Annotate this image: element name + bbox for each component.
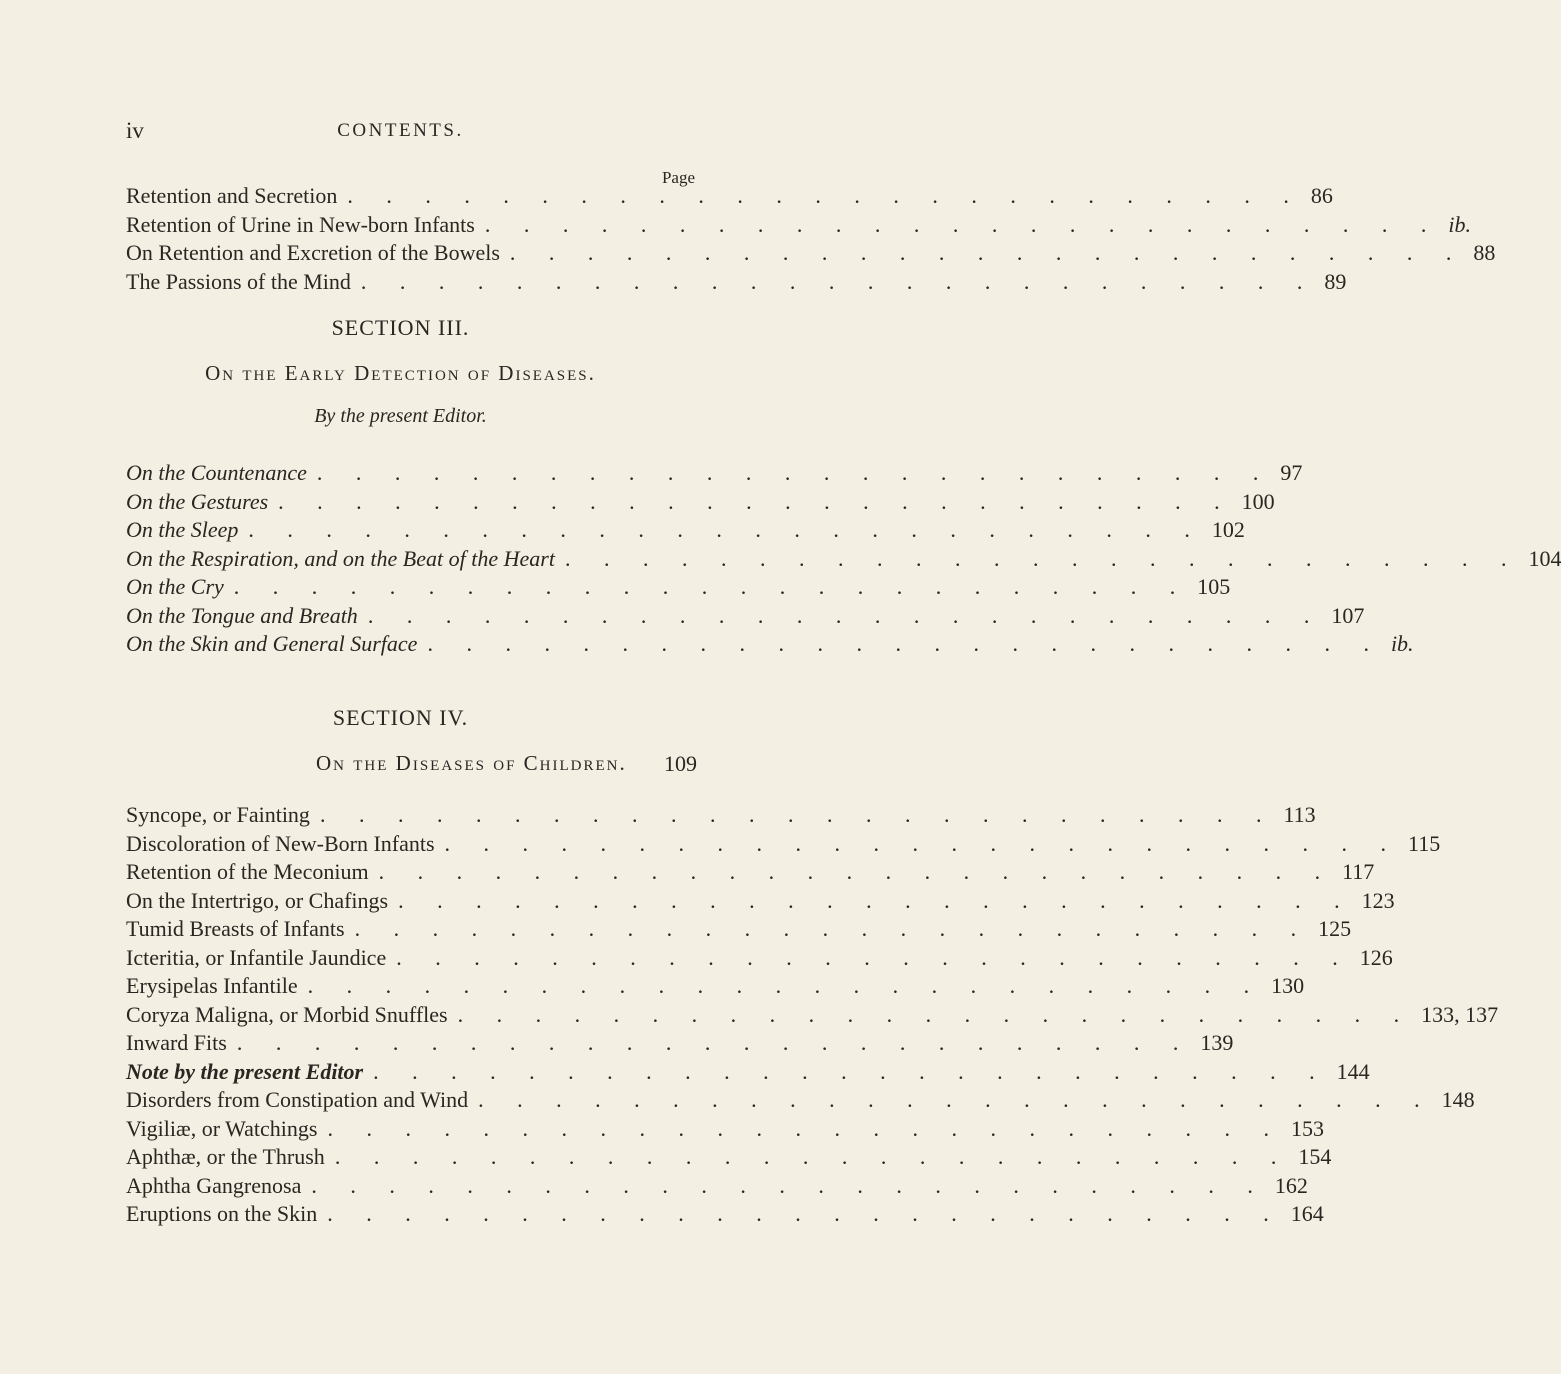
toc-entry [126,830,1441,860]
dot-leader: . . . . . . . . . . . . . . . . . . . . . . . . . [396,944,1352,970]
section-4-subheading: On the Diseases of Children. [316,751,627,775]
dot-leader: . . . . . . . . . . . . . . . . . . . . . . . . . [307,973,1264,998]
dot-leader: . . . . . . . . . . . . . . . . . . . . . . . . . [327,1201,1283,1226]
entry-title: Eruptions on the Skin [126,1201,318,1226]
entry-page: 89 [1324,268,1347,294]
entry-page: 115 [1408,830,1441,856]
dot-leader: . . . . . . . . . . . . . . . . . . . . . . . . . [311,1172,1267,1198]
dot-leader: . . . . . . . . . . . . . . . . . . . . . . . . . [347,183,1303,208]
entry-title: On the Skin and General Surface [126,631,418,656]
entry-page: 107 [1331,602,1365,628]
entry-title: On the Sleep [126,517,239,542]
toc-entry [126,1058,1370,1088]
entry-page: 153 [1290,1115,1324,1141]
toc-entry [126,545,1561,575]
toc-entry [126,1087,1475,1116]
entry-title: On the Respiration, and on the Beat of the Heart [126,545,555,571]
toc-entry [126,1030,1234,1059]
entry-page: ib. [1448,211,1471,237]
dot-leader: . . . . . . . . . . . . . . . . . . . . . . . . . [378,859,1335,884]
toc-entry [126,887,1395,917]
entry-page: 104 [1528,545,1561,571]
entry-page: 102 [1211,517,1245,542]
dot-leader: . . . . . . . . . . . . . . . . . . . . . . . . . [427,631,1383,656]
entry-title: Aphthæ, or the Thrush [126,1144,325,1169]
toc-entry [126,460,1303,489]
dot-leader: . . . . . . . . . . . . . . . . . . . . . . . . . [278,488,1234,514]
entry-page: 105 [1197,574,1231,599]
entry-title: On the Tongue and Breath [126,602,358,628]
entry-title: Icteritia, or Infantile Jaundice [126,944,387,970]
dot-leader: . . . . . . . . . . . . . . . . . . . . . . . . . [233,574,1190,599]
entry-page: 130 [1271,973,1305,998]
section-3-entries [126,460,1561,660]
entry-title: On the Cry [126,574,224,599]
entry-title: Retention of Urine in New-born Infants [126,211,475,237]
dot-leader: . . . . . . . . . . . . . . . . . . . . . . . . . [484,211,1441,237]
entry-page: 97 [1280,460,1303,485]
dot-leader: . . . . . . . . . . . . . . . . . . . . . . . . . [316,460,1273,485]
entry-page: 148 [1441,1087,1475,1112]
section-4-entries [126,802,1499,1230]
entry-page: 100 [1241,488,1275,514]
entry-page: 117 [1342,859,1375,884]
dot-leader: . . . . . . . . . . . . . . . . . . . . . . . . . [457,1001,1414,1027]
section-3-subheading: On the Early Detection of Diseases. [205,361,596,385]
entry-title: Retention and Secretion [126,183,338,208]
entry-page: 125 [1318,916,1352,941]
entry-title: Erysipelas Infantile [126,973,298,998]
entry-title: Retention of the Meconium [126,859,369,884]
toc-entry [126,802,1316,831]
section-4-subheading-page: 109 [664,751,697,776]
entry-page: 88 [1473,240,1496,265]
dot-leader: . . . . . . . . . . . . . . . . . . . . . . . . . [478,1087,1434,1112]
toc-entry [126,973,1305,1002]
dot-leader: . . . . . . . . . . . . . . . . . . . . . . . . . [327,1115,1283,1141]
dot-leader: . . . . . . . . . . . . . . . . . . . . . . . . . [509,240,1466,265]
toc-entry [126,1144,1332,1173]
dot-leader: . . . . . . . . . . . . . . . . . . . . . . . . . [360,268,1317,294]
entry-page: ib. [1390,631,1414,656]
toc-entry [126,944,1393,974]
entry-title: Syncope, or Fainting [126,802,310,827]
toc-entry [126,488,1275,518]
section-3-editor-line: By the present Editor. [314,405,487,427]
section-4-heading: SECTION IV. [332,705,469,730]
dot-leader: . . . . . . . . . . . . . . . . . . . . . . . . . [236,1030,1193,1055]
entry-page: 144 [1336,1058,1370,1084]
entry-title: Note by the present Editor [126,1058,364,1084]
page-column-label: Page [661,168,695,187]
dot-leader: . . . . . . . . . . . . . . . . . . . . . . . . . [354,916,1311,941]
toc-entry [126,602,1365,632]
entry-page: 113 [1283,802,1316,827]
dot-leader: . . . . . . . . . . . . . . . . . . . . . . . . . [398,887,1354,913]
entry-page: 123 [1361,887,1395,913]
dot-leader: . . . . . . . . . . . . . . . . . . . . . . . . . [373,1058,1329,1084]
toc-entry [126,268,1347,298]
entry-title: On the Countenance [126,460,307,485]
entry-title: Coryza Maligna, or Morbid Snuffles [126,1001,448,1027]
running-title: CONTENTS. [337,120,464,141]
toc-entry [126,1201,1324,1230]
toc-entry [126,240,1496,269]
entry-title: The Passions of the Mind [126,268,351,294]
intro-entries [126,183,1496,297]
entry-title: Inward Fits [126,1030,227,1055]
entry-page: 162 [1274,1172,1308,1198]
toc-entry [126,1001,1499,1031]
running-head [0,118,801,148]
page-folio: iv [126,118,144,143]
toc-entry [126,631,1414,660]
toc-entry [126,517,1245,546]
entry-page: 133, 137 [1421,1001,1499,1027]
dot-leader: . . . . . . . . . . . . . . . . . . . . . . . . . [444,830,1401,856]
toc-entry [126,211,1471,241]
entry-page: 154 [1298,1144,1332,1169]
dot-leader: . . . . . . . . . . . . . . . . . . . . . . . . . [564,545,1521,571]
entry-page: 139 [1200,1030,1234,1055]
dot-leader: . . . . . . . . . . . . . . . . . . . . . . . . . [319,802,1276,827]
dot-leader: . . . . . . . . . . . . . . . . . . . . . . . . . [248,517,1204,542]
dot-leader: . . . . . . . . . . . . . . . . . . . . . . . . . [367,602,1324,628]
toc-entry [126,1172,1308,1202]
section-4-subheading-row [126,751,697,781]
entry-title: Disorders from Constipation and Wind [126,1087,469,1112]
entry-title: On Retention and Excretion of the Bowels [126,240,500,265]
entry-title: Vigiliæ, or Watchings [126,1115,318,1141]
entry-title: Aphtha Gangrenosa [126,1172,302,1198]
entry-page: 86 [1310,183,1333,208]
toc-entry [126,1115,1324,1145]
entry-title: On the Intertrigo, or Chafings [126,887,389,913]
toc-entry [126,859,1375,888]
entry-title: Discoloration of New-Born Infants [126,830,435,856]
toc-entry [126,574,1231,603]
entry-title: On the Gestures [126,488,269,514]
entry-title: Tumid Breasts of Infants [126,916,345,941]
entry-page: 126 [1359,944,1393,970]
entry-page: 164 [1290,1201,1324,1226]
toc-entry [126,183,1333,212]
section-3-heading: SECTION III. [331,315,470,340]
dot-leader: . . . . . . . . . . . . . . . . . . . . . . . . . [334,1144,1291,1169]
toc-entry [126,916,1352,945]
